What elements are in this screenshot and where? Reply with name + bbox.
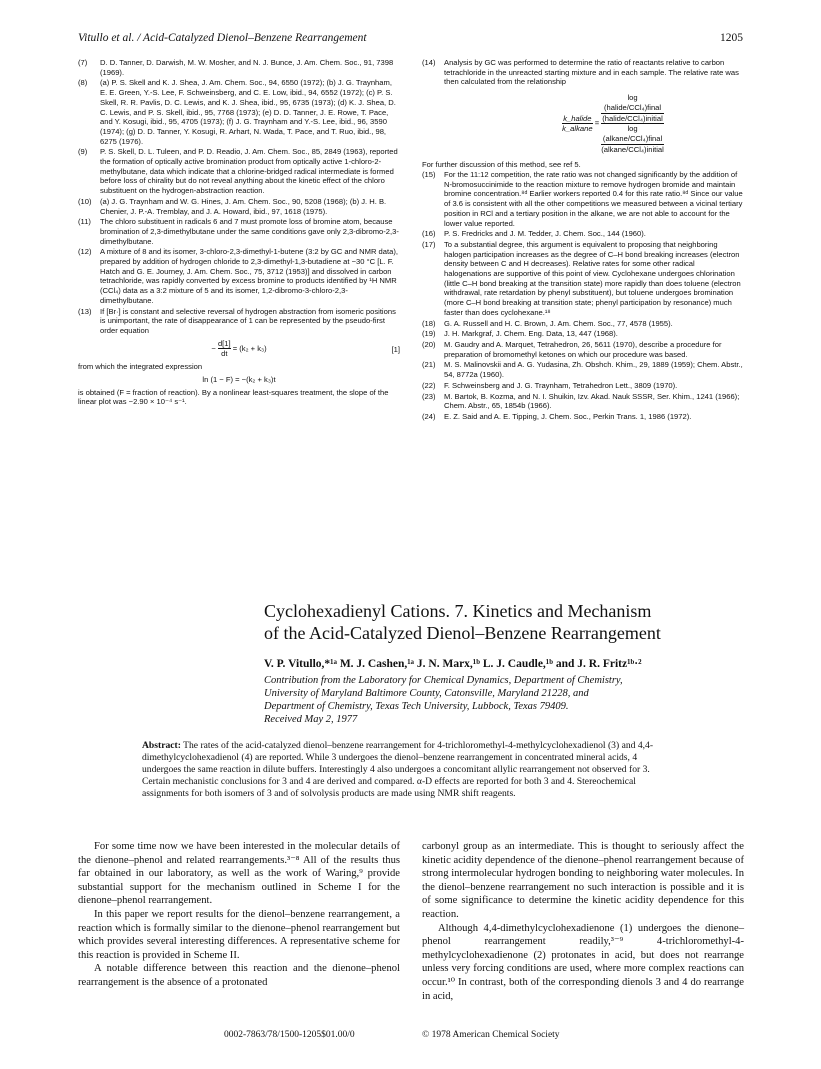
reference-number: (23) [422, 391, 436, 401]
eq3-den-bot: (alkane/CCl₄)initial [601, 144, 664, 154]
reference-text: D. D. Tanner, D. Darwish, M. W. Mosher, and N. J. Bunce, J. Am. Chem. Soc., 91, 7398 (1969). [100, 58, 394, 77]
reference-number: (12) [78, 247, 92, 257]
reference-number: (18) [422, 318, 436, 328]
reference-item [422, 240, 744, 318]
reference-item [422, 340, 744, 359]
reference-number: (8) [78, 78, 88, 88]
running-header [78, 32, 743, 44]
abstract [142, 740, 672, 800]
reference-number: (22) [422, 380, 436, 390]
title-line-1: Cyclohexadienyl Cations. 7. Kinetics and Mechanism [264, 601, 652, 621]
reference-number: (13) [78, 306, 92, 316]
affiliation-line-2: University of Maryland Baltimore County, Catonsville, Maryland 21228, and [264, 688, 589, 699]
reference-text: To a substantial degree, this argument is equivalent to proposing that neighboring halogen participation increases as the degree of C–H bond breaking increases (electron density between C and H decreases). Relative rates for some other radical halogenations are supportive of this point of view. Cyclohexane undergoes chlorination (little C–H bond breaking at the transition state) more rapidly than does toluene (electron withdrawal, rate retardation by phenyl substituent), but toluene undergoes bromination (more C–H bond breaking at transition state; phenyl participation by resonance) much faster than does cyclohexane.¹⁸ [444, 239, 741, 317]
equation-3: $\frac{\text{k\_halide}}{\text{k\_alkane}}$ = log (halide/CCl₄)final (halide/CCl₄)initial log (alkane/CCl₄)final (alkane/CCl₄)initial [562, 93, 664, 154]
reference-item [422, 170, 744, 228]
eq1-numerator: d[1] [217, 338, 231, 348]
reference-text: P. S. Skell, D. L. Tuleen, and P. D. Readio, J. Am. Chem. Soc., 85, 2849 (1963), reported the formation of optically active bromination product from optically active 1-chloro-2-methylbutane, data which indicate that a chlorine-bridged radical intermediate is formed before loss of chirality but do not reveal anything about the kinetic effect of the chloro substituent on the hydrogen-abstraction reaction. [100, 147, 398, 196]
received-date: Received May 2, 1977 [264, 714, 358, 725]
reference-item [78, 307, 400, 336]
reference-text: J. H. Markgraf, J. Chem. Eng. Data, 13, 447 (1968). [444, 329, 618, 339]
eq3-num-bot: (halide/CCl₄)initial [602, 113, 663, 123]
eq1-after-text: from which the integrated expression [78, 362, 203, 372]
page-number: 1205 [720, 32, 743, 44]
reference-text: The chloro substituent in radicals 6 and 7 must promote loss of bromine atom, because bromination of 2,3-dimethylbutane under the same conditions gave only 2,3-dibromo-2,3-dimethylbutane. [100, 217, 399, 246]
reference-number: (16) [422, 229, 436, 239]
body-paragraph: carbonyl group as an intermediate. This is thought to seriously affect the kinetic acidity dependence of the dienone–phenol rearrangement because of strong intermolecular hydrogen bonding to neighboring water molecules. In the dienol–benzene rearrangement no such interaction is possible and it is of some significance to determine the kinetic acidity dependence for this reaction. [422, 841, 744, 920]
abstract-label: Abstract: [142, 740, 181, 751]
references-left-column [78, 58, 400, 407]
reference-item [78, 197, 400, 216]
article-code: 0002-7863/78/1500-1205$01.00/0 [224, 1030, 355, 1040]
authors: V. P. Vitullo,*¹ᵃ M. J. Cashen,¹ᵃ J. N. Marx,¹ᵇ L. J. Caudle,¹ᵇ and J. R. Fritz¹ᵇ·² [264, 658, 642, 670]
reference-number: (20) [422, 339, 436, 349]
reference-number: (9) [78, 147, 88, 157]
reference-text: F. Schweinsberg and J. G. Traynham, Tetrahedron Lett., 3809 (1970). [444, 380, 678, 390]
article-title [0, 600, 821, 644]
reference-item [422, 381, 744, 391]
equation-1: − $\frac{d[1]}{dt}$ = (k₂ + k₃) [1] [211, 338, 400, 359]
reference-item [78, 217, 400, 246]
eq3-den-top: (alkane/CCl₄)final [602, 133, 663, 143]
title-line-2: of the Acid-Catalyzed Dienol–Benzene Rearrangement [264, 623, 661, 643]
reference-text: M. S. Malinovskii and A. G. Yudasina, Zh. Obshch. Khim., 29, 1889 (1959); Chem. Abstr., 54, 8772a (1960). [444, 360, 743, 380]
eq1-tag: [1] [391, 344, 400, 354]
body-paragraph: Although 4,4-dimethylcyclohexadienone (1) undergoes the dienone–phenol rearrangement readily,³⁻⁹ 4-trichloromethyl-4-methylcyclohexadienone (2) protonates in acid, but does not rearrange unless very forcing conditions are used, where more complex reactions can occur.¹⁰ In contrast, both of the corresponding dienols 3 and 4 do rearrange in acid, [422, 922, 744, 1002]
references-right-column [422, 58, 744, 423]
reference-number: (15) [422, 170, 436, 180]
references-left-list [78, 58, 400, 336]
body-paragraph: A notable difference between this reaction and the dienone–phenol rearrangement is the absence of a protonated [78, 963, 400, 988]
reference-text: M. Bartok, B. Kozma, and N. I. Shuikin, Izv. Akad. Nauk SSSR, Ser. Khim., 1241 (1966); Chem. Abstr., 65, 1854b (1966). [444, 391, 740, 411]
reference-item [78, 247, 400, 305]
reference-text: M. Gaudry and A. Marquet, Tetrahedron, 26, 5611 (1970), describe a procedure for preparation of bromomethyl ketones on which our procedure was based. [444, 339, 722, 359]
reference-item [78, 78, 400, 146]
running-title: Vitullo et al. / Acid-Catalyzed Dienol–Benzene Rearrangement [78, 32, 367, 44]
reference-number: (10) [78, 196, 92, 206]
body-left-column [78, 840, 400, 990]
reference-text: E. Z. Said and A. E. Tipping, J. Chem. Soc., Perkin Trans. 1, 1986 (1972). [444, 411, 692, 421]
reference-item [78, 58, 400, 77]
eq1-rhs: = (k₂ + k₃) [232, 343, 267, 353]
reference-number: (11) [78, 217, 91, 227]
reference-text: A mixture of 8 and its isomer, 3-chloro-2,3-dimethyl-1-butene (3:2 by GC and NMR data), prepared by addition of hydrogen chloride to 2,3-dimethyl-1,3-butadiene at −30 °C [L. F. Hatch and G. E. Journey, J. Am. Chem. Soc., 75, 3712 (1953)] and dissolved in carbon tetrachloride, was rapidly converted by excess bromine to products identified by ¹H NMR (CCl₄) data as a 3:2 mixture of 5 and its isomer, 1,2-dibromo-3-chloro-2,3-dimethylbutane. [100, 247, 398, 305]
reference-item [422, 58, 744, 87]
reference-item [422, 329, 744, 339]
copyright: © 1978 American Chemical Society [422, 1030, 560, 1040]
eq1-denominator: dt [218, 348, 231, 359]
eq3-log-top: log [627, 93, 638, 103]
affiliation-line-1: Contribution from the Laboratory for Chemical Dynamics, Department of Chemistry, [264, 675, 623, 686]
reference-item [422, 229, 744, 239]
reference-item [422, 319, 744, 329]
eq2-after-text: is obtained (F = fraction of reaction). By a nonlinear least-squares treatment, the slope of the linear plot was −2.90 × 10⁻⁴ s⁻¹. [78, 387, 389, 407]
references-right-list [422, 170, 744, 422]
reference-text: P. S. Fredricks and J. M. Tedder, J. Chem. Soc., 144 (1960). [444, 229, 646, 239]
eq3-lhs-den: k_alkane [562, 124, 593, 134]
reference-text: For the 11:12 competition, the rate ratio was not changed significantly by the addition of N-bromosuccinimide to the reaction mixture to remove hydrogen bromide and maintain bromine concentration.⁸ᵈ Earlier workers reported 0.4 for this rate ratio.⁸ᵈ Since our value of 3.6 is consistent with all the other competitions we measured between a vicinal tertiary position in RCl and a tertiary position in the alkane, we are not able to account for the lower value reported. [444, 170, 743, 228]
eq3-num-top: (halide/CCl₄)final [603, 102, 662, 112]
article-heading [0, 600, 821, 726]
body-paragraph: For some time now we have been interested in the molecular details of the dienone–phenol and related rearrangements.³⁻⁸ All of the results thus far obtained in our laboratory, as well as the work of Waring,⁹ provide substantial support for the mechanism outlined in Scheme I for the dienone–phenol rearrangement. [78, 841, 400, 907]
reference-text: (a) P. S. Skell and K. J. Shea, J. Am. Chem. Soc., 94, 6550 (1972); (b) J. G. Traynham, E. E. Green, Y.-S. Lee, F. Schweinsberg, and C. E. Low, ibid., 94, 6552 (1972); (c) P. S. Skell, R. R. Pavlis, D. C. Lewis, and K. J. Shea, ibid., 95, 6735 (1973); (d) K. J. Shea, D. C. Lewis, and P. S. Skell, ibid., 95, 7768 (1973); (e) D. D. Tanner, J. E. Rowe, T. Pace, and Y. Kosugi, ibid., 95, 4705 (1973); (f) J. G. Traynham and Y.-S. Lee, ibid., 96, 3590 (1974); (g) D. D. Tanner, Y. Kosugi, R. Arhart, N. Wada, T. Pace, and T. Ruo, ibid., 98, 6275 (1976). [100, 78, 396, 146]
reference-item [78, 147, 400, 196]
abstract-text: The rates of the acid-catalyzed dienol–benzene rearrangement for 4-trichloromethyl-4-methylcyclohexadienol (3) and 4,4-dimethylcyclohexadienol (4) are reported. While 3 undergoes the dienol–benzene rearrangement in concentrated mineral acids, 4 undergoes the same reaction in dilute buffers. Interestingly 4 also undergoes a concomitant allylic rearrangement not observed for 3. Certain mechanistic conclusions for 3 and 4 are derived and compared. α-D effects are reported for both 3 and 4. Stereochemical assignments for both isomers of 3 and of solvolysis products are made using NMR shift reagents. [142, 740, 654, 799]
affiliation [0, 674, 734, 726]
body-right-column [422, 840, 744, 1003]
eq3-lhs-num: k_halide [563, 113, 592, 123]
reference-text: (a) J. G. Traynham and W. G. Hines, J. Am. Chem. Soc., 90, 5208 (1968); (b) J. H. B. Chenier, J. P.-A. Tremblay, and J. A. Howard, ibid., 97, 1618 (1975). [100, 196, 387, 216]
reference-text: G. A. Russell and H. C. Brown, J. Am. Chem. Soc., 77, 4578 (1955). [444, 318, 673, 328]
reference-item [422, 360, 744, 379]
reference-item [422, 412, 744, 422]
eq3-log-bot: log [627, 124, 638, 134]
equation-2: ln (1 − F) = −(k₂ + k₃)t [202, 374, 276, 384]
reference-number: (17) [422, 239, 436, 249]
eq3-after-text: For further discussion of this method, see ref 5. [422, 160, 581, 170]
affiliation-line-3: Department of Chemistry, Texas Tech University, Lubbock, Texas 79409. [264, 701, 569, 712]
reference-number: (24) [422, 411, 436, 421]
reference-number: (19) [422, 329, 436, 339]
reference-number: (21) [422, 360, 436, 370]
body-paragraph: In this paper we report results for the dienol–benzene rearrangement, a reaction which is formally similar to the dienone–phenol rearrangement but which provides several interesting differences. A representative scheme for this reaction is provided in Scheme II. [78, 908, 400, 961]
reference-item [422, 392, 744, 411]
reference-text: Analysis by GC was performed to determine the ratio of reactants relative to carbon tetrachloride in the unreacted starting mixture and in each sample. The relative rate was then calculated from the relationship [444, 58, 739, 87]
reference-number: (14) [422, 58, 436, 67]
reference-number: (7) [78, 58, 88, 67]
reference-text: If [Br·] is constant and selective reversal of hydrogen abstraction from isomeric positions is unimportant, the rate of disappearance of 1 can be represented by the pseudo-first order equation [100, 306, 396, 335]
